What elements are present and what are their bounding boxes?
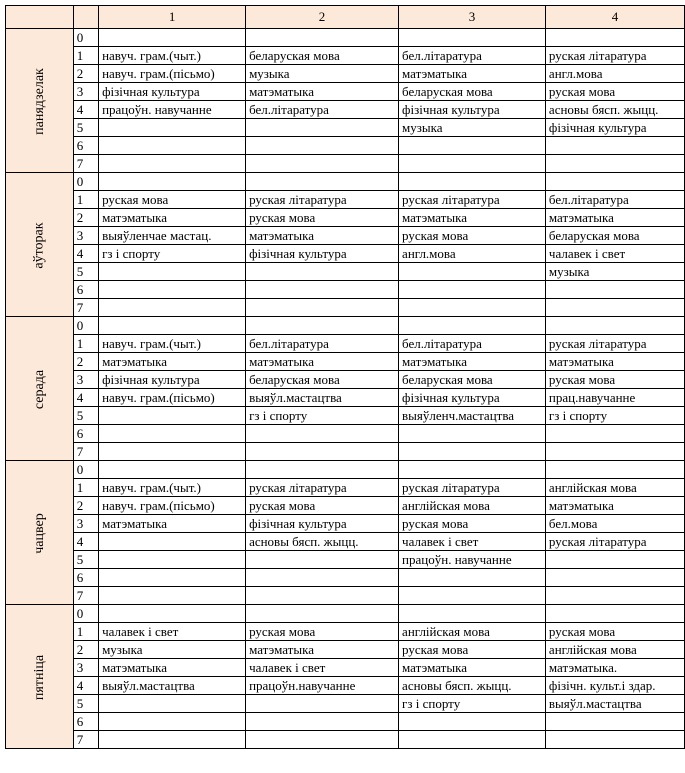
lesson-number: 6 — [73, 713, 98, 731]
table-row — [6, 695, 685, 713]
day-label: аўторак — [31, 221, 47, 269]
day-cell — [6, 317, 74, 461]
subject-cell — [399, 569, 546, 587]
subject-cell: бел.літаратура — [246, 101, 399, 119]
subject-cell: выяўл.мастацтва — [545, 695, 684, 713]
table-row — [6, 155, 685, 173]
lesson-number: 5 — [73, 407, 98, 425]
subject-cell: руская мова — [545, 371, 684, 389]
subject-cell — [99, 587, 246, 605]
lesson-number: 1 — [73, 479, 98, 497]
lesson-number: 4 — [73, 245, 98, 263]
subject-cell: матэматыка — [246, 83, 399, 101]
subject-cell: навуч. грам.(чыт.) — [99, 47, 246, 65]
subject-cell — [399, 731, 546, 749]
class-header-4: 4 — [545, 6, 684, 29]
subject-cell — [246, 173, 399, 191]
subject-cell: беларуская мова — [246, 47, 399, 65]
subject-cell — [399, 443, 546, 461]
subject-cell: матэматыка — [99, 209, 246, 227]
lesson-number: 6 — [73, 281, 98, 299]
subject-cell — [99, 137, 246, 155]
subject-cell — [545, 461, 684, 479]
table-row — [6, 29, 685, 47]
table-row — [6, 335, 685, 353]
subject-cell: матэматыка — [246, 641, 399, 659]
subject-cell — [545, 569, 684, 587]
subject-cell: матэматыка — [99, 353, 246, 371]
class-header-3: 3 — [399, 6, 546, 29]
subject-cell — [246, 605, 399, 623]
table-row — [6, 587, 685, 605]
subject-cell: выяўл.мастацтва — [99, 677, 246, 695]
timetable-body — [6, 29, 685, 749]
subject-cell — [99, 155, 246, 173]
subject-cell: бел.літаратура — [246, 335, 399, 353]
subject-cell: руская мова — [545, 83, 684, 101]
lesson-number: 5 — [73, 551, 98, 569]
lesson-number: 2 — [73, 209, 98, 227]
subject-cell — [99, 425, 246, 443]
subject-cell — [246, 443, 399, 461]
table-row — [6, 299, 685, 317]
table-row — [6, 641, 685, 659]
table-row — [6, 245, 685, 263]
subject-cell — [545, 713, 684, 731]
corner-cell-lesson — [73, 6, 98, 29]
subject-cell — [545, 551, 684, 569]
table-row — [6, 209, 685, 227]
timetable-header — [6, 6, 685, 29]
class-header-2: 2 — [246, 6, 399, 29]
subject-cell — [246, 587, 399, 605]
subject-cell: гз і спорту — [246, 407, 399, 425]
subject-cell — [246, 119, 399, 137]
subject-cell: матэматыка — [399, 353, 546, 371]
lesson-number: 3 — [73, 659, 98, 677]
subject-cell — [545, 443, 684, 461]
subject-cell — [545, 425, 684, 443]
subject-cell — [246, 731, 399, 749]
subject-cell — [399, 713, 546, 731]
subject-cell — [399, 137, 546, 155]
subject-cell: працоўн. навучанне — [99, 101, 246, 119]
subject-cell: матэматыка — [545, 353, 684, 371]
subject-cell: працоўн. навучанне — [399, 551, 546, 569]
subject-cell: асновы бясп. жыцц. — [246, 533, 399, 551]
subject-cell — [399, 299, 546, 317]
subject-cell: чалавек і свет — [99, 623, 246, 641]
subject-cell — [545, 605, 684, 623]
subject-cell: асновы бясп. жыцц. — [399, 677, 546, 695]
lesson-number: 0 — [73, 605, 98, 623]
subject-cell — [545, 137, 684, 155]
subject-cell: фізічная культура — [99, 83, 246, 101]
lesson-number: 7 — [73, 155, 98, 173]
table-row — [6, 713, 685, 731]
subject-cell: англійская мова — [545, 479, 684, 497]
subject-cell: руская літаратура — [246, 479, 399, 497]
day-cell — [6, 173, 74, 317]
lesson-number: 4 — [73, 533, 98, 551]
table-row — [6, 65, 685, 83]
subject-cell: руская мова — [246, 209, 399, 227]
subject-cell: фізічная культура — [545, 119, 684, 137]
lesson-number: 3 — [73, 227, 98, 245]
subject-cell: прац.навучанне — [545, 389, 684, 407]
lesson-number: 5 — [73, 119, 98, 137]
subject-cell: выяўл.мастацтва — [246, 389, 399, 407]
subject-cell — [99, 317, 246, 335]
subject-cell: чалавек і свет — [246, 659, 399, 677]
subject-cell: навуч. грам.(чыт.) — [99, 479, 246, 497]
lesson-number: 3 — [73, 83, 98, 101]
subject-cell — [99, 713, 246, 731]
subject-cell — [99, 569, 246, 587]
table-row — [6, 461, 685, 479]
lesson-number: 1 — [73, 47, 98, 65]
table-row — [6, 443, 685, 461]
table-row — [6, 533, 685, 551]
lesson-number: 4 — [73, 389, 98, 407]
table-row — [6, 83, 685, 101]
subject-cell — [246, 713, 399, 731]
lesson-number: 2 — [73, 641, 98, 659]
table-row — [6, 47, 685, 65]
lesson-number: 2 — [73, 353, 98, 371]
subject-cell: руская літаратура — [545, 335, 684, 353]
subject-cell — [246, 281, 399, 299]
subject-cell — [399, 263, 546, 281]
lesson-number: 7 — [73, 299, 98, 317]
subject-cell: чалавек і свет — [545, 245, 684, 263]
corner-cell-day — [6, 6, 74, 29]
subject-cell: матэматыка — [246, 353, 399, 371]
subject-cell: бел.літаратура — [545, 191, 684, 209]
subject-cell: фізічн. культ.і здар. — [545, 677, 684, 695]
subject-cell — [99, 443, 246, 461]
lesson-number: 2 — [73, 497, 98, 515]
subject-cell: англійская мова — [399, 497, 546, 515]
subject-cell: руская мова — [99, 191, 246, 209]
subject-cell: фізічная культура — [399, 389, 546, 407]
subject-cell: беларуская мова — [399, 371, 546, 389]
day-label: панядзелак — [31, 67, 47, 135]
day-cell — [6, 29, 74, 173]
table-row — [6, 353, 685, 371]
subject-cell: руская мова — [246, 497, 399, 515]
subject-cell: навуч. грам.(пісьмо) — [99, 497, 246, 515]
subject-cell: руская мова — [545, 623, 684, 641]
subject-cell — [246, 29, 399, 47]
day-label: пятніца — [31, 654, 47, 700]
subject-cell: фізічная культура — [246, 515, 399, 533]
lesson-number: 5 — [73, 695, 98, 713]
subject-cell: асновы бясп. жыцц. — [545, 101, 684, 119]
subject-cell — [246, 263, 399, 281]
subject-cell: фізічная культура — [99, 371, 246, 389]
subject-cell: бел.літаратура — [399, 47, 546, 65]
table-row — [6, 119, 685, 137]
subject-cell: руская мова — [399, 515, 546, 533]
subject-cell: англійская мова — [399, 623, 546, 641]
subject-cell: бел.літаратура — [399, 335, 546, 353]
lesson-number: 7 — [73, 731, 98, 749]
day-cell — [6, 605, 74, 749]
lesson-number: 3 — [73, 371, 98, 389]
table-row — [6, 263, 685, 281]
subject-cell: беларуская мова — [246, 371, 399, 389]
day-cell — [6, 461, 74, 605]
lesson-number: 0 — [73, 461, 98, 479]
subject-cell — [399, 173, 546, 191]
lesson-number: 6 — [73, 137, 98, 155]
table-row — [6, 191, 685, 209]
subject-cell: руская мова — [246, 623, 399, 641]
subject-cell: гз і спорту — [99, 245, 246, 263]
subject-cell: беларуская мова — [399, 83, 546, 101]
subject-cell: матэматыка — [545, 497, 684, 515]
subject-cell — [545, 299, 684, 317]
subject-cell — [545, 281, 684, 299]
subject-cell — [246, 425, 399, 443]
table-row — [6, 551, 685, 569]
subject-cell — [246, 569, 399, 587]
subject-cell — [99, 461, 246, 479]
subject-cell — [246, 695, 399, 713]
table-row — [6, 227, 685, 245]
subject-cell: фізічная культура — [246, 245, 399, 263]
lesson-number: 5 — [73, 263, 98, 281]
subject-cell — [99, 173, 246, 191]
lesson-number: 0 — [73, 317, 98, 335]
subject-cell — [246, 461, 399, 479]
subject-cell: выяўленчае мастац. — [99, 227, 246, 245]
subject-cell — [246, 317, 399, 335]
subject-cell — [99, 281, 246, 299]
lesson-number: 6 — [73, 425, 98, 443]
subject-cell — [399, 317, 546, 335]
lesson-number: 4 — [73, 101, 98, 119]
table-row — [6, 389, 685, 407]
day-label: серада — [31, 369, 47, 409]
table-row — [6, 605, 685, 623]
lesson-number: 3 — [73, 515, 98, 533]
subject-cell: матэматыка — [99, 659, 246, 677]
subject-cell — [399, 461, 546, 479]
timetable — [5, 5, 685, 749]
subject-cell: чалавек і свет — [399, 533, 546, 551]
lesson-number: 2 — [73, 65, 98, 83]
class-header-1: 1 — [99, 6, 246, 29]
subject-cell: матэматыка — [246, 227, 399, 245]
subject-cell — [99, 29, 246, 47]
subject-cell — [545, 587, 684, 605]
lesson-number: 6 — [73, 569, 98, 587]
subject-cell — [545, 731, 684, 749]
subject-cell — [399, 605, 546, 623]
table-row — [6, 371, 685, 389]
subject-cell — [246, 551, 399, 569]
table-row — [6, 425, 685, 443]
subject-cell: матэматыка. — [545, 659, 684, 677]
subject-cell: матэматыка — [399, 659, 546, 677]
subject-cell: матэматыка — [399, 209, 546, 227]
subject-cell: матэматыка — [99, 515, 246, 533]
subject-cell — [99, 119, 246, 137]
subject-cell: навуч. грам.(пісьмо) — [99, 65, 246, 83]
lesson-number: 1 — [73, 623, 98, 641]
subject-cell — [399, 29, 546, 47]
subject-cell — [399, 425, 546, 443]
subject-cell — [99, 731, 246, 749]
subject-cell — [246, 299, 399, 317]
lesson-number: 0 — [73, 29, 98, 47]
subject-cell: руская літаратура — [545, 533, 684, 551]
subject-cell: музыка — [246, 65, 399, 83]
subject-cell: руская літаратура — [545, 47, 684, 65]
table-row — [6, 659, 685, 677]
header-row — [6, 6, 685, 29]
subject-cell: руская мова — [399, 641, 546, 659]
subject-cell — [99, 695, 246, 713]
subject-cell — [99, 533, 246, 551]
subject-cell: англ.мова — [545, 65, 684, 83]
lesson-number: 7 — [73, 443, 98, 461]
table-row — [6, 281, 685, 299]
lesson-number: 0 — [73, 173, 98, 191]
subject-cell: матэматыка — [399, 65, 546, 83]
table-row — [6, 317, 685, 335]
table-row — [6, 407, 685, 425]
table-row — [6, 137, 685, 155]
subject-cell — [99, 299, 246, 317]
subject-cell: навуч. грам.(пісьмо) — [99, 389, 246, 407]
subject-cell: руская мова — [399, 227, 546, 245]
subject-cell: англ.мова — [399, 245, 546, 263]
subject-cell: працоўн.навучанне — [246, 677, 399, 695]
subject-cell — [399, 587, 546, 605]
table-row — [6, 677, 685, 695]
subject-cell: беларуская мова — [545, 227, 684, 245]
subject-cell: англійская мова — [545, 641, 684, 659]
table-row — [6, 101, 685, 119]
day-label: чацвер — [31, 512, 47, 554]
subject-cell: руская літаратура — [399, 479, 546, 497]
subject-cell — [99, 551, 246, 569]
subject-cell: фізічная культура — [399, 101, 546, 119]
table-row — [6, 569, 685, 587]
subject-cell: музыка — [99, 641, 246, 659]
subject-cell: руская літаратура — [246, 191, 399, 209]
subject-cell — [545, 173, 684, 191]
table-row — [6, 173, 685, 191]
lesson-number: 1 — [73, 335, 98, 353]
lesson-number: 7 — [73, 587, 98, 605]
subject-cell: выяўленч.мастацтва — [399, 407, 546, 425]
subject-cell: музыка — [399, 119, 546, 137]
subject-cell — [545, 29, 684, 47]
subject-cell: матэматыка — [545, 209, 684, 227]
table-row — [6, 497, 685, 515]
subject-cell: навуч. грам.(чыт.) — [99, 335, 246, 353]
subject-cell — [99, 605, 246, 623]
subject-cell — [99, 407, 246, 425]
subject-cell: гз і спорту — [545, 407, 684, 425]
subject-cell — [99, 263, 246, 281]
subject-cell — [399, 155, 546, 173]
table-row — [6, 623, 685, 641]
subject-cell — [545, 155, 684, 173]
subject-cell: руская літаратура — [399, 191, 546, 209]
subject-cell — [399, 281, 546, 299]
subject-cell — [545, 317, 684, 335]
lesson-number: 4 — [73, 677, 98, 695]
subject-cell: музыка — [545, 263, 684, 281]
subject-cell: гз і спорту — [399, 695, 546, 713]
subject-cell: бел.мова — [545, 515, 684, 533]
table-row — [6, 515, 685, 533]
table-row — [6, 731, 685, 749]
subject-cell — [246, 137, 399, 155]
subject-cell — [246, 155, 399, 173]
table-row — [6, 479, 685, 497]
lesson-number: 1 — [73, 191, 98, 209]
